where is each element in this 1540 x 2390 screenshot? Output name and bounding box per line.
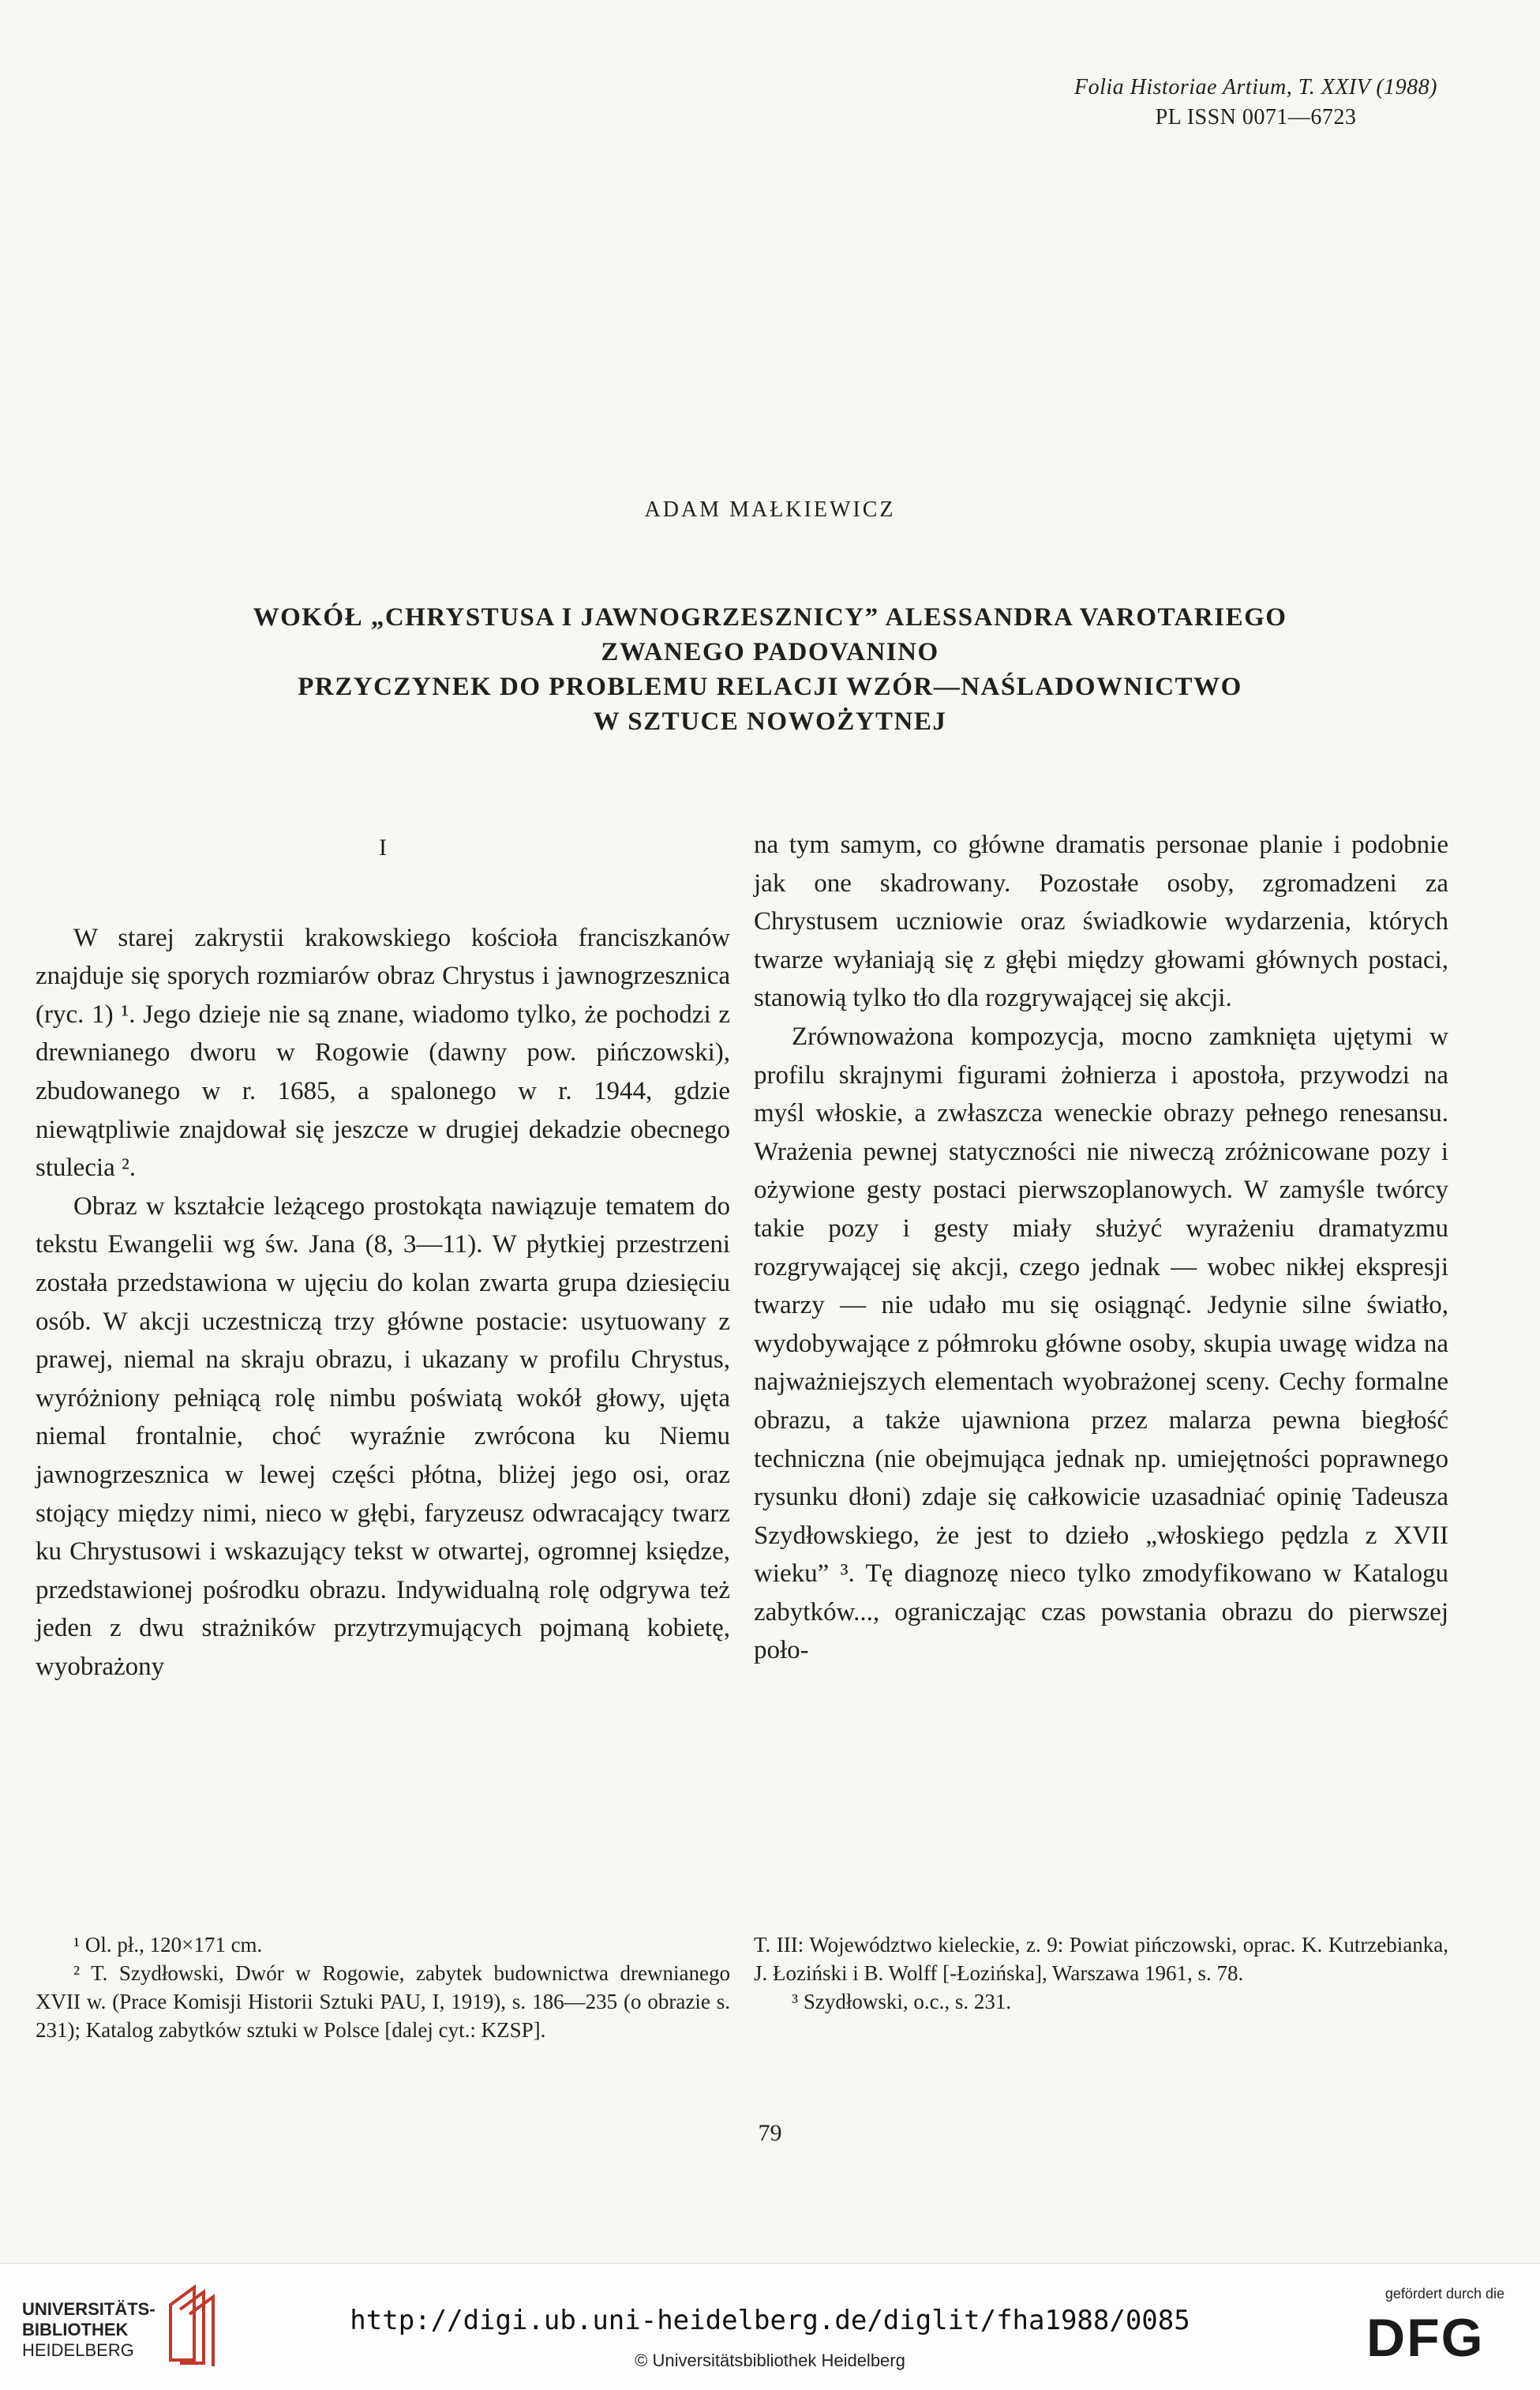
footnote: ² T. Szydłowski, Dwór w Rogowie, zabytek budownictwa drewnianego XVII w. (Prace Komisji Historii Sztuki PAU, I, 1919), s. 186—235 (o obrazie s. 231); Katalog zabytków sztuki w Polsce [dalej cyt.: KZSP].	[36, 1961, 730, 2042]
section-number: I	[379, 835, 387, 861]
issn: PL ISSN 0071—6723	[1155, 105, 1357, 129]
copyright: © Universitätsbibliothek Heidelberg	[635, 2351, 905, 2370]
library-line: HEIDELBERG	[22, 2340, 134, 2360]
title-line: W SZTUCE NOWOŻYTNEJ	[593, 707, 947, 736]
paragraph: Zrównoważona kompozycja, mocno zamknięta ujętymi w profilu skrajnymi figurami żołnierza i apostoła, przywodzi na myśl włoskie, a zwłaszcza weneckie obrazy pełnego renesansu. Wrażenia pewnej statyczności nie niweczą zróżnicowane pozy i ożywione gesty postaci pierwszoplanowych. W zamyśle twórcy takie pozy i gesty miały służyć wyrażeniu dramatyzmu rozgrywającej się akcji, czego jednak — wobec nikłej ekspresji twarzy — nie udało mu się osiągnąć. Jedynie silne światło, wydobywające z półmroku główne osoby, skupia uwagę widza na najważniejszych elementach wyobrażonej sceny. Cechy formalne obrazu, a także ujawniona przez malarza pewna biegłość techniczna (nie obejmująca jednak np. umiejętności poprawnego rysunku dłoni) zdaje się całkowicie uzasadniać opinię Tadeusza Szydłowskiego, że jest to dzieło „włoskiego pędzla z XVII wieku” ³. Tę diagnozę nieco tylko zmodyfikowano w Katalogu zabytków..., ograniczając czas powstania obrazu do pierwszej poło-	[754, 1022, 1448, 1665]
title-line: ZWANEGO PADOVANINO	[601, 638, 939, 666]
title-line: WOKÓŁ „CHRYSTUSA I JAWNOGRZESZNICY” ALESSANDRA VAROTARIEGO	[253, 603, 1287, 632]
footnote: ¹ Ol. pł., 120×171 cm.	[73, 1933, 263, 1957]
library-line: BIBLIOTHEK	[22, 2320, 129, 2339]
title-line: PRZYCZYNEK DO PROBLEMU RELACJI WZÓR—NAŚLADOWNICTWO	[298, 673, 1242, 701]
paragraph: na tym samym, co główne dramatis personae planie i podobnie jak one skadrowany. Pozostałe osoby, zgromadzeni za Chrystusem uczniowie oraz świadkowie wydarzenia, których twarze wyłaniają się z głębi między głowami głównych postaci, stanowią tylko tło dla rozgrywającej się akcji.	[754, 831, 1448, 1013]
right-column	[754, 826, 1448, 1670]
page-number: 79	[758, 2120, 782, 2146]
dfg-logo-icon	[1366, 2309, 1504, 2366]
paragraph: W starej zakrystii krakowskiego kościoła franciszkanów znajduje się sporych rozmiarów obraz Chrystus i jawnogrzesznica (ryc. 1) ¹. Jego dzieje nie są znane, wiadomo tylko, że pochodzi z drewnianego dworu w Rogowie (dawny pow. pińczowski), zbudowanego w r. 1685, a spalonego w r. 1944, gdzie niewątpliwie znajdował się jeszcze w drugiej dekadzie obecnego stulecia ².	[36, 923, 730, 1183]
dfg-caption: gefördert durch die	[1385, 2286, 1504, 2302]
footnote: T. III: Województwo kieleckie, z. 9: Powiat pińczowski, oprac. K. Kutrzebianka, J. Łoziński i B. Wolff [-Łozińska], Warszawa 1961, s. 78.	[754, 1933, 1448, 1985]
journal-header	[1074, 73, 1437, 133]
author-name: ADAM MAŁKIEWICZ	[644, 497, 896, 522]
journal-title: Folia Historiae Artium, T. XXIV (1988)	[1074, 75, 1437, 99]
footnote: ³ Szydłowski, o.c., s. 231.	[792, 1990, 1012, 2013]
footnotes-right	[754, 1930, 1448, 2016]
paragraph: Obraz w kształcie leżącego prostokąta nawiązuje tematem do tekstu Ewangelii wg św. Jana (8, 3—11). W płytkiej przestrzeni została przedstawiona w ujęciu do kolan zwarta grupa dziesięciu osób. W akcji uczestniczą trzy główne postacie: usytuowany z prawej, niemal na skraju obrazu, i ukazany w profilu Chrystus, wyróżniony pełniącą rolę nimbu poświatą wokół głowy, ujęta niemal frontalnie, choć wyraźnie zwrócona ku Niemu jawnogrzesznica w lewej części płótna, bliżej jego osi, oraz stojący między nimi, nieco w głębi, faryzeusz odwracający twarz ku Chrystusowi i wskazujący tekst w otwartej, ogromnej księdze, przedstawionej pośrodku obrazu. Indywidualną rolę odgrywa też jeden z dwu strażników przytrzymujących pojmaną kobietę, wyobrażony	[36, 1191, 730, 1681]
footer-bar	[0, 2263, 1540, 2390]
dfg-logo-text: DFG	[1366, 2308, 1485, 2368]
library-line: UNIVERSITÄTS-	[22, 2299, 155, 2319]
left-column	[36, 829, 730, 1686]
footnotes-left	[36, 1930, 730, 2044]
article-title	[95, 600, 1445, 739]
digital-link[interactable]: http://digi.ub.uni-heidelberg.de/diglit/fha1988/0085	[350, 2305, 1190, 2336]
